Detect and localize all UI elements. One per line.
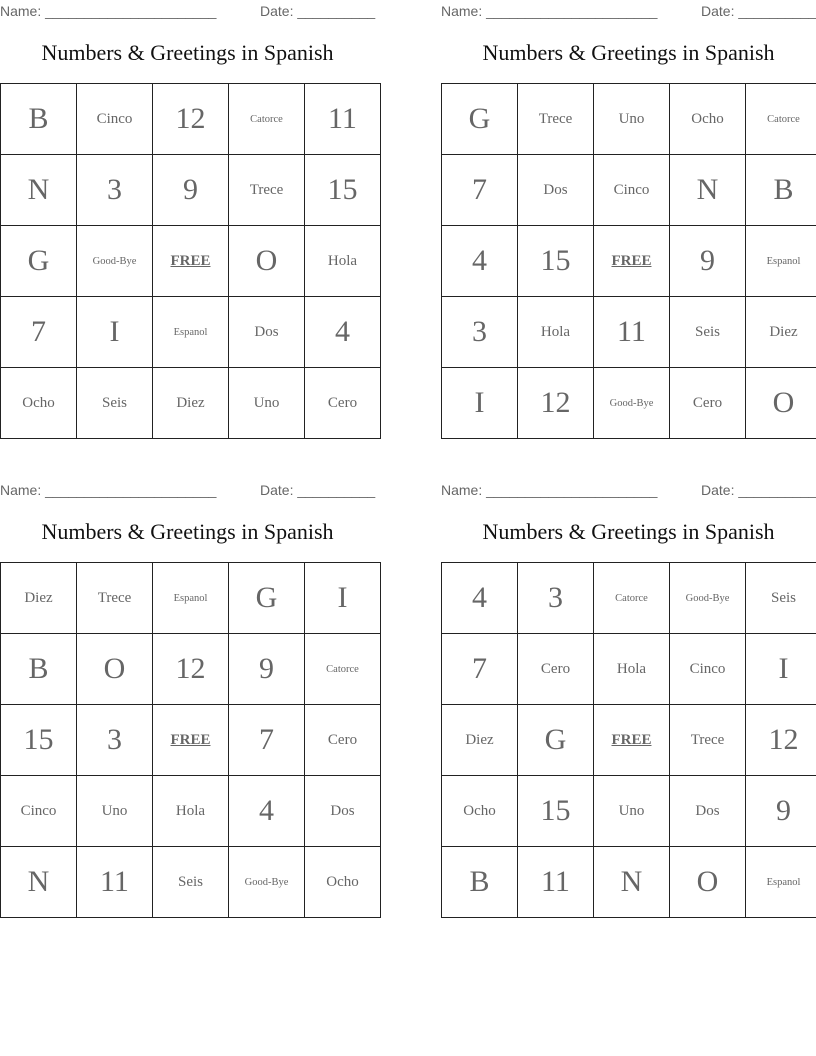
bingo-row [1,226,381,297]
bingo-cell: 9 [153,155,229,226]
bingo-cell: Diez [153,368,229,439]
bingo-row [1,563,381,634]
bingo-cell: Cero [305,705,381,776]
bingo-cell: Diez [746,297,816,368]
bingo-cell: 4 [305,297,381,368]
bingo-cell: 12 [153,84,229,155]
bingo-cell: Cinco [670,634,746,705]
bingo-cell: Trece [670,705,746,776]
date-line: Date: __________ [260,482,376,498]
bingo-cell: Espanol [746,847,816,918]
free-space: FREE [594,705,670,776]
date-line: Date: __________ [701,482,816,498]
bingo-cell: O [77,634,153,705]
date-line: Date: __________ [701,3,816,19]
bingo-row [1,847,381,918]
name-line: Name: ______________________ [441,3,658,19]
bingo-row [442,634,816,705]
bingo-cell: N [1,847,77,918]
bingo-cell: B [746,155,816,226]
bingo-row [1,634,381,705]
bingo-cell: B [1,634,77,705]
bingo-cell: Cinco [77,84,153,155]
bingo-cell: Hola [594,634,670,705]
bingo-cell: O [746,368,816,439]
bingo-cell: N [670,155,746,226]
free-space: FREE [594,226,670,297]
bingo-row [442,776,816,847]
free-space: FREE [153,226,229,297]
bingo-cell: Hola [518,297,594,368]
bingo-cell: B [1,84,77,155]
bingo-cell: Uno [229,368,305,439]
bingo-cell: Dos [670,776,746,847]
bingo-cell: Espanol [153,563,229,634]
bingo-cell: Espanol [746,226,816,297]
bingo-row [442,705,816,776]
free-space: FREE [153,705,229,776]
bingo-cell: 3 [77,155,153,226]
bingo-cell: 12 [153,634,229,705]
bingo-cell: Catorce [229,84,305,155]
bingo-cell: 7 [229,705,305,776]
bingo-cell: 12 [746,705,816,776]
bingo-cell: Dos [229,297,305,368]
bingo-cell: I [77,297,153,368]
card-header [0,482,375,498]
bingo-cell: I [746,634,816,705]
bingo-cell: Uno [594,84,670,155]
card-header [0,3,375,19]
bingo-cell: Seis [153,847,229,918]
card-header [441,3,816,19]
bingo-grid [0,83,381,439]
name-line: Name: ______________________ [441,482,658,498]
bingo-cell: 4 [229,776,305,847]
bingo-cell: G [1,226,77,297]
bingo-cell: N [594,847,670,918]
card-title: Numbers & Greetings in Spanish [41,40,334,65]
bingo-cell: 7 [442,634,518,705]
name-line: Name: ______________________ [0,3,217,19]
bingo-cell: Uno [77,776,153,847]
bingo-row [1,84,381,155]
bingo-row [442,226,816,297]
bingo-cell: Seis [746,563,816,634]
bingo-cell: Ocho [670,84,746,155]
bingo-row [1,297,381,368]
bingo-cell: Seis [77,368,153,439]
bingo-cell: Espanol [153,297,229,368]
bingo-cell: 12 [518,368,594,439]
bingo-cell: I [305,563,381,634]
bingo-cell: Ocho [442,776,518,847]
bingo-grid [441,562,816,918]
bingo-cell: 7 [442,155,518,226]
bingo-cell: Diez [1,563,77,634]
bingo-cell: Cero [305,368,381,439]
bingo-cell: Cero [670,368,746,439]
bingo-cell: O [229,226,305,297]
bingo-row [442,847,816,918]
bingo-grid [441,83,816,439]
bingo-cell: 11 [518,847,594,918]
bingo-cell: 15 [518,226,594,297]
bingo-row [442,84,816,155]
bingo-cell: Catorce [746,84,816,155]
card-title: Numbers & Greetings in Spanish [41,519,334,544]
bingo-cell: Seis [670,297,746,368]
bingo-row [1,155,381,226]
card-title: Numbers & Greetings in Spanish [482,519,775,544]
bingo-cell: B [442,847,518,918]
bingo-grid [0,562,381,918]
bingo-cell: Trece [77,563,153,634]
bingo-cell: 4 [442,563,518,634]
bingo-row [442,368,816,439]
bingo-cell: Cinco [1,776,77,847]
bingo-cell: Ocho [305,847,381,918]
bingo-cell: 7 [1,297,77,368]
bingo-cell: 4 [442,226,518,297]
bingo-cell: Dos [305,776,381,847]
card-header [441,482,816,498]
bingo-cell: Good-Bye [77,226,153,297]
bingo-cell: Good-Bye [229,847,305,918]
bingo-cell: G [518,705,594,776]
bingo-row [1,705,381,776]
bingo-row [442,297,816,368]
bingo-row [442,563,816,634]
bingo-cell: 11 [305,84,381,155]
bingo-cell: Diez [442,705,518,776]
bingo-cell: Cinco [594,155,670,226]
bingo-cell: Cero [518,634,594,705]
bingo-cell: Hola [305,226,381,297]
bingo-cell: O [670,847,746,918]
bingo-row [1,776,381,847]
bingo-cell: G [442,84,518,155]
name-line: Name: ______________________ [0,482,217,498]
bingo-cell: G [229,563,305,634]
bingo-cell: N [1,155,77,226]
bingo-row [1,368,381,439]
bingo-cell: Catorce [305,634,381,705]
bingo-cell: 3 [518,563,594,634]
bingo-cell: Ocho [1,368,77,439]
bingo-cell: Dos [518,155,594,226]
bingo-cell: 11 [594,297,670,368]
bingo-cell: I [442,368,518,439]
bingo-cell: 9 [746,776,816,847]
bingo-cell: Good-Bye [670,563,746,634]
bingo-cell: Trece [518,84,594,155]
bingo-cell: Trece [229,155,305,226]
bingo-cell: Hola [153,776,229,847]
bingo-cell: 11 [77,847,153,918]
bingo-row [442,155,816,226]
bingo-cell: Uno [594,776,670,847]
bingo-cell: Catorce [594,563,670,634]
bingo-cell: 9 [229,634,305,705]
bingo-cell: 3 [77,705,153,776]
bingo-cell: 15 [1,705,77,776]
date-line: Date: __________ [260,3,376,19]
bingo-cell: 15 [305,155,381,226]
card-title: Numbers & Greetings in Spanish [482,40,775,65]
bingo-cell: 9 [670,226,746,297]
bingo-cell: 15 [518,776,594,847]
bingo-cell: 3 [442,297,518,368]
bingo-cell: Good-Bye [594,368,670,439]
